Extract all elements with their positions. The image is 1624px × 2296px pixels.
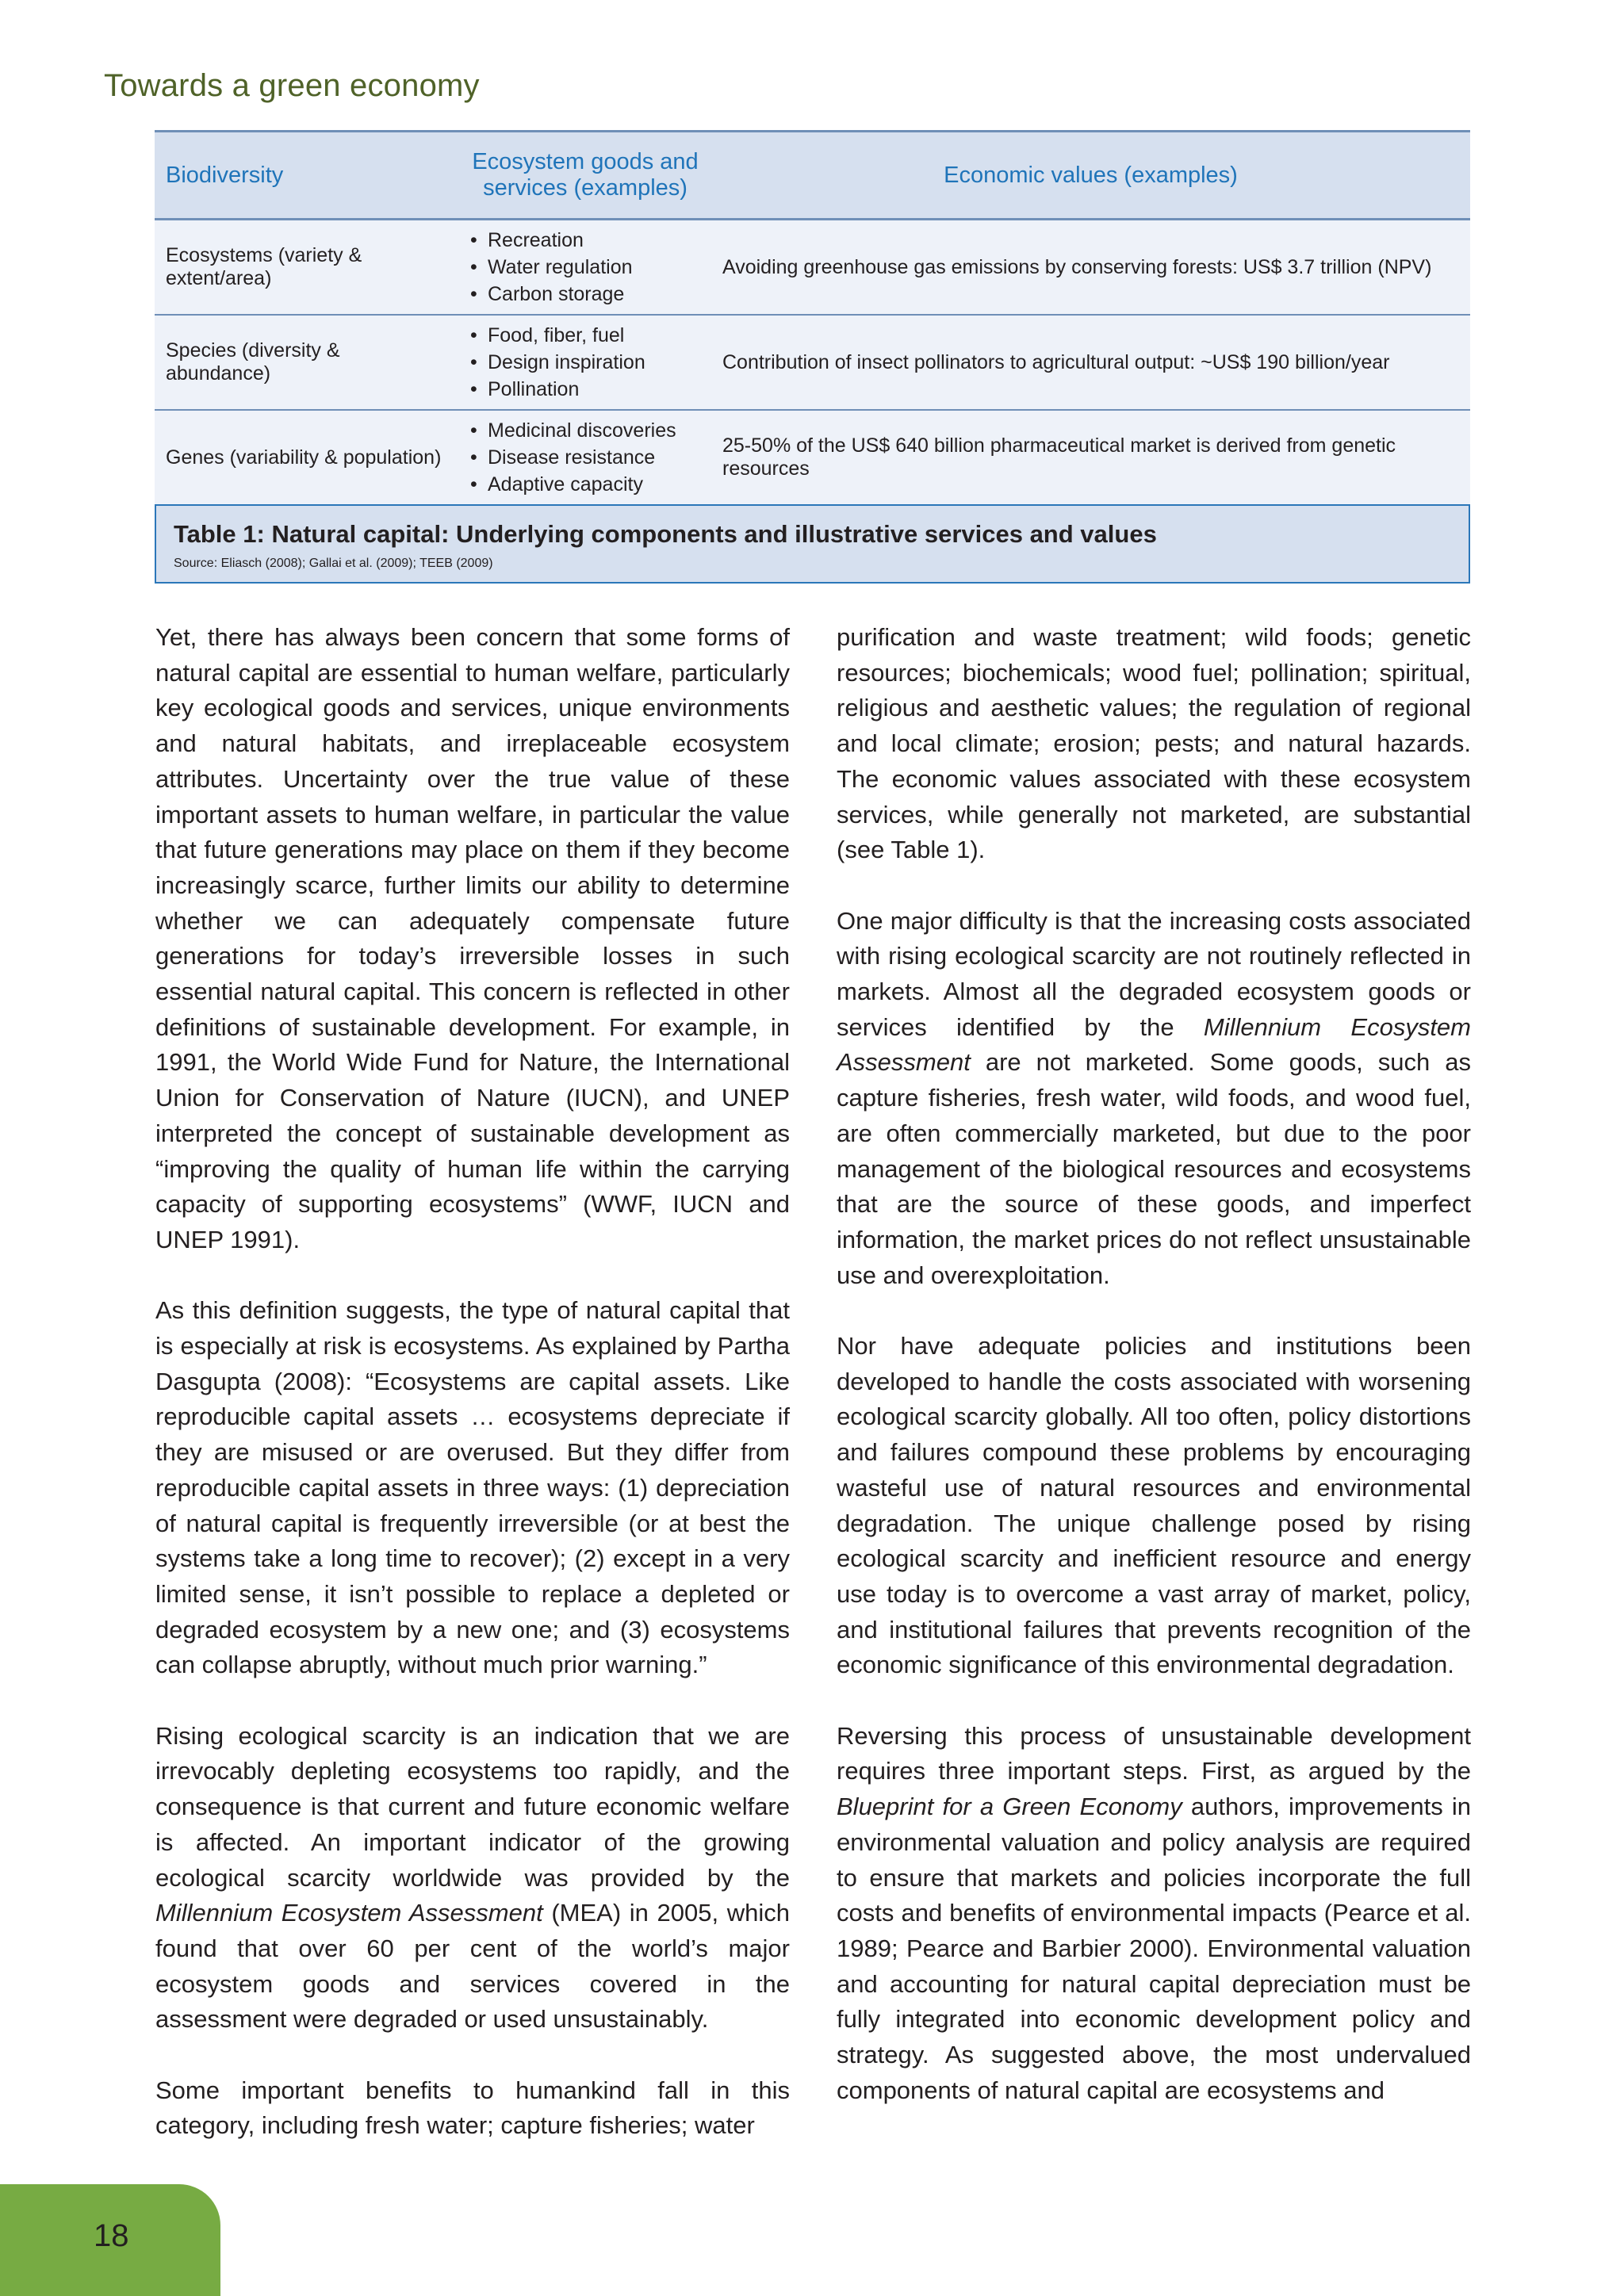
paragraph-text: Reversing this process of unsustainable development requires three important steps. First, as argued by the bbox=[837, 1721, 1471, 1785]
bullet-icon: • bbox=[470, 378, 477, 400]
table-grid bbox=[155, 130, 1470, 504]
service-text: Recreation bbox=[488, 229, 584, 251]
paragraph: As this definition suggests, the type of natural capital that is especially at risk is ecosystems. As explained by Partha Dasgupta (2008): “Ecosystems are capital assets. Like reproducible capital assets … ecosystems depreciate if they are misused or are overused. But they differ from reproducible capital assets in three ways: (1) depreciation of natural capital is frequently irreversible (or at best the systems take a long time to recover); (2) except in a very limited sense, it isn’t possible to replace a depleted or degraded ecosystem by a new one; and (3) ecosystems can collapse abruptly, without much prior warning.” bbox=[155, 1296, 790, 1679]
paragraph-text: are not marketed. Some goods, such as capture fisheries, fresh water, wild foods, and wood fuel, are often commercially marketed, but due to the poor management of the biological resources and ecosystems that are the source of these goods, and imperfect information, the market prices do not reflect unsustainable use and overexploitation. bbox=[837, 1048, 1471, 1289]
service-text: Adaptive capacity bbox=[488, 473, 643, 496]
service-item bbox=[470, 227, 700, 254]
service-text: Medicinal discoveries bbox=[488, 419, 676, 442]
page-number: 18 bbox=[94, 2218, 129, 2253]
emphasis-title: Blueprint for a Green Economy bbox=[837, 1793, 1182, 1821]
emphasis-title: Millennium Ecosystem Assessment bbox=[837, 1012, 1471, 1077]
paragraph-text: Rising ecological scarcity is an indication that we are irrevocably depleting ecosystems too rapidly, and the consequence is that current and future economic welfare is affected. An important indicator of the growing ecological scarcity worldwide was provided by the bbox=[155, 1721, 790, 1892]
service-item bbox=[470, 349, 700, 376]
table-row bbox=[155, 410, 1470, 504]
paragraph bbox=[155, 1719, 790, 2038]
paragraph: purification and waste treatment; wild foods; genetic resources; biochemicals; wood fuel; pollination; spiritual, religious and aesthetic values; the regulation of regional and local climate; erosion; pests; and natural hazards. The economic values associated with these ecosystem services, while generally not marketed, are substantial (see Table 1). bbox=[837, 623, 1471, 864]
row-services bbox=[459, 410, 711, 504]
row-component: Species (diversity & abundance) bbox=[155, 315, 459, 410]
paragraph bbox=[837, 1719, 1471, 2109]
header-goods-line1: Ecosystem goods and bbox=[472, 149, 699, 174]
header-biodiversity: Biodiversity bbox=[155, 132, 459, 220]
header-goods-line2: services (examples) bbox=[483, 175, 688, 201]
service-item bbox=[470, 417, 700, 444]
bullet-icon: • bbox=[470, 473, 477, 496]
paragraph-text: (MEA) in 2005, which found that over 60 per cent of the world’s major ecosystem goods and services covered in the assessment were degraded or used unsustainably. bbox=[155, 1899, 790, 2034]
paragraph bbox=[837, 904, 1471, 1294]
service-text: Carbon storage bbox=[488, 283, 625, 305]
header-economic-values: Economic values (examples) bbox=[711, 132, 1470, 220]
row-services bbox=[459, 220, 711, 316]
bullet-icon: • bbox=[470, 229, 477, 251]
bullet-icon: • bbox=[470, 324, 477, 346]
service-text: Disease resistance bbox=[488, 446, 656, 469]
header-goods-services bbox=[459, 132, 711, 220]
emphasis-title: Millennium Ecosystem Assessment bbox=[155, 1899, 543, 1927]
row-component: Genes (variability & population) bbox=[155, 410, 459, 504]
natural-capital-table bbox=[155, 130, 1470, 584]
caption-source: Source: Eliasch (2008); Gallai et al. (2009); TEEB (2009) bbox=[174, 557, 493, 570]
service-item bbox=[470, 471, 700, 498]
paragraph: Yet, there has always been concern that some forms of natural capital are essential to human welfare, particularly key ecological goods and services, unique environments and natural habitats, and irreplaceable ecosystem attributes. Uncertainty over the true value of these important assets to human welfare, in particular the value that future generations may place on them if they become increasingly scarce, further limits our ability to determine whether we can adequately compensate future generations for today’s irreversible losses in such essential natural capital. This concern is reflected in other definitions of sustainable development. For example, in 1991, the World Wide Fund for Nature, the International Union for Conservation of Nature (IUCN), and UNEP interpreted the concept of sustainable development as “improving the quality of human life within the carrying capacity of supporting ecosystems” (WWF, IUCN and UNEP 1991). bbox=[155, 623, 790, 1253]
service-item bbox=[470, 322, 700, 349]
bullet-icon: • bbox=[470, 283, 477, 305]
paragraph: Some important benefits to humankind fall in this category, including fresh water; capture fisheries; water bbox=[155, 2076, 790, 2140]
table-caption bbox=[155, 504, 1470, 584]
service-item bbox=[470, 376, 700, 403]
paragraph: Nor have adequate policies and institutions been developed to handle the costs associated with worsening ecological scarcity globally. All too often, policy distortions and failures compound these problems by encouraging wasteful use of natural resources and environmental degradation. The unique challenge posed by rising ecological scarcity and inefficient resource and energy use today is to overcome a vast array of market, policy, and institutional failures that prevents recognition of the economic significance of this environmental degradation. bbox=[837, 1332, 1471, 1679]
bullet-icon: • bbox=[470, 256, 477, 278]
row-value: 25-50% of the US$ 640 billion pharmaceutical market is derived from genetic resources bbox=[711, 410, 1470, 504]
paragraph-text: One major difficulty is that the increasing costs associated with rising ecological scarcity are not routinely reflected in markets. Almost all the degraded ecosystem goods or services identified by the bbox=[837, 906, 1471, 1041]
running-title: Towards a green economy bbox=[104, 68, 480, 103]
service-item bbox=[470, 254, 700, 281]
caption-title: Table 1: Natural capital: Underlying components and illustrative services and values bbox=[174, 520, 1157, 548]
row-services bbox=[459, 315, 711, 410]
row-value: Avoiding greenhouse gas emissions by conserving forests: US$ 3.7 trillion (NPV) bbox=[711, 220, 1470, 316]
bullet-icon: • bbox=[470, 446, 477, 469]
paragraph-text: authors, improvements in environmental valuation and policy analysis are required to ensure that markets and policies incorporate the full costs and benefits of environmental impacts (Pearce et al. 1989; Pearce and Barbier 2000). Environmental valuation and accounting for natural capital depreciation must be fully integrated into economic development policy and strategy. As suggested above, the most undervalued components of natural capital are ecosystems and bbox=[837, 1793, 1471, 2104]
table-row bbox=[155, 220, 1470, 316]
service-text: Water regulation bbox=[488, 256, 633, 278]
row-component: Ecosystems (variety & extent/area) bbox=[155, 220, 459, 316]
service-item bbox=[470, 281, 700, 308]
row-value: Contribution of insect pollinators to agricultural output: ~US$ 190 billion/year bbox=[711, 315, 1470, 410]
service-text: Pollination bbox=[488, 378, 580, 400]
service-text: Food, fiber, fuel bbox=[488, 324, 625, 346]
left-column bbox=[155, 620, 790, 2144]
right-column bbox=[837, 620, 1471, 2108]
bullet-icon: • bbox=[470, 351, 477, 373]
service-text: Design inspiration bbox=[488, 351, 645, 373]
service-item bbox=[470, 444, 700, 471]
bullet-icon: • bbox=[470, 419, 477, 442]
table-header-row bbox=[155, 132, 1470, 220]
table-row bbox=[155, 315, 1470, 410]
